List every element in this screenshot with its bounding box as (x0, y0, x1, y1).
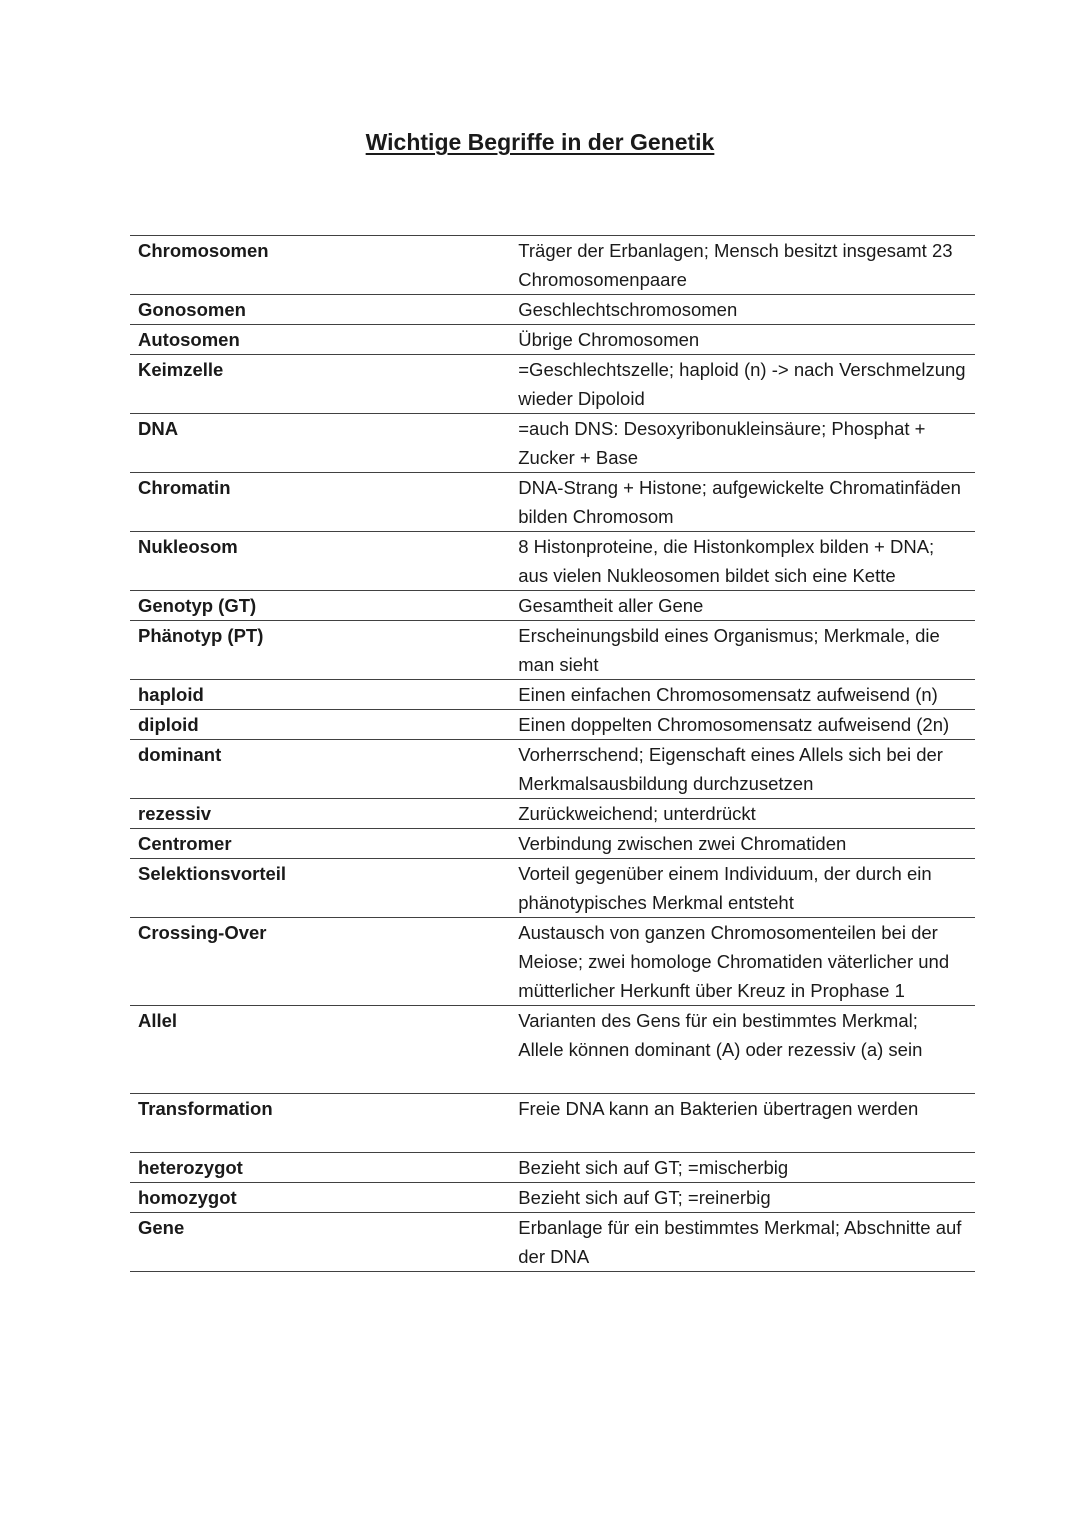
definition-cell: Erbanlage für ein bestimmtes Merkmal; Abschnitte auf der DNA (518, 1217, 962, 1267)
table-row (130, 324, 975, 354)
table-row (130, 858, 975, 917)
table-row (130, 235, 975, 294)
definition-cell: Träger der Erbanlagen; Mensch besitzt insgesamt 23 Chromosomenpaare (518, 240, 953, 290)
definition-cell: Austausch von ganzen Chromosomenteilen bei der Meiose; zwei homologe Chromatiden väterlicher und mütterlicher Herkunft über Kreuz in Prophase 1 (518, 922, 950, 1001)
term-cell: Crossing-Over (138, 922, 267, 943)
term-cell: dominant (138, 744, 222, 765)
definition-cell: Geschlechtschromosomen (518, 299, 738, 320)
term-cell: Gonosomen (138, 299, 246, 320)
term-cell: Selektionsvorteil (138, 863, 287, 884)
term-cell: diploid (138, 714, 199, 735)
table-row (130, 472, 975, 531)
definition-cell: Freie DNA kann an Bakterien übertragen werden (518, 1098, 919, 1119)
definition-cell: Bezieht sich auf GT; =mischerbig (518, 1157, 789, 1178)
table-row (130, 294, 975, 324)
term-cell: Chromatin (138, 477, 231, 498)
term-cell: Nukleosom (138, 536, 238, 557)
table-row (130, 1005, 975, 1093)
definition-cell: DNA-Strang + Histone; aufgewickelte Chromatinfäden bilden Chromosom (518, 477, 961, 527)
term-cell: rezessiv (138, 803, 212, 824)
term-cell: DNA (138, 418, 179, 439)
page-title (0, 126, 1080, 158)
term-cell: Autosomen (138, 329, 240, 350)
table-row (130, 531, 975, 590)
table-row (130, 739, 975, 798)
definition-cell: Vorherrschend; Eigenschaft eines Allels sich bei der Merkmalsausbildung durchzusetzen (518, 744, 943, 794)
table-row (130, 1152, 975, 1182)
table-row (130, 798, 975, 828)
definition-cell: Einen doppelten Chromosomensatz aufweisend (2n) (518, 714, 950, 735)
term-cell: Allel (138, 1010, 178, 1031)
table-row (130, 590, 975, 620)
term-cell: heterozygot (138, 1157, 243, 1178)
definition-cell: Vorteil gegenüber einem Individuum, der durch ein phänotypisches Merkmal entsteht (518, 863, 932, 913)
table-row (130, 620, 975, 679)
table-row (130, 917, 975, 1005)
definition-cell: Gesamtheit aller Gene (518, 595, 704, 616)
definition-cell: Einen einfachen Chromosomensatz aufweisend (n) (518, 684, 938, 705)
table-row (130, 679, 975, 709)
definition-cell: =Geschlechtszelle; haploid (n) -> nach Verschmelzung wieder Dipoloid (518, 359, 966, 409)
term-cell: Gene (138, 1217, 185, 1238)
table-row (130, 354, 975, 413)
definition-cell: =auch DNS: Desoxyribonukleinsäure; Phosphat + Zucker + Base (518, 418, 926, 468)
term-cell: Genotyp (GT) (138, 595, 257, 616)
term-cell: Transformation (138, 1098, 273, 1119)
table-row (130, 709, 975, 739)
table-row (130, 828, 975, 858)
table-row (130, 1182, 975, 1212)
definition-cell: 8 Histonproteine, die Histonkomplex bilden + DNA; aus vielen Nukleosomen bildet sich eine Kette (518, 536, 935, 586)
definition-cell: Verbindung zwischen zwei Chromatiden (518, 833, 847, 854)
term-cell: Phänotyp (PT) (138, 625, 264, 646)
table-row (130, 1212, 975, 1271)
definition-cell: Übrige Chromosomen (518, 329, 700, 350)
page-title-text: Wichtige Begriffe in der Genetik (365, 129, 715, 155)
term-cell: homozygot (138, 1187, 237, 1208)
term-cell: haploid (138, 684, 204, 705)
term-cell: Chromosomen (138, 240, 269, 261)
definition-cell: Erscheinungsbild eines Organismus; Merkmale, die man sieht (518, 625, 940, 675)
glossary-table (130, 235, 975, 1272)
term-cell: Keimzelle (138, 359, 224, 380)
definition-cell: Varianten des Gens für ein bestimmtes Merkmal; Allele können dominant (A) oder rezessiv (a) sein (518, 1010, 923, 1060)
term-cell: Centromer (138, 833, 232, 854)
definition-cell: Bezieht sich auf GT; =reinerbig (518, 1187, 771, 1208)
table-row (130, 1093, 975, 1152)
table-row (130, 413, 975, 472)
definition-cell: Zurückweichend; unterdrückt (518, 803, 756, 824)
